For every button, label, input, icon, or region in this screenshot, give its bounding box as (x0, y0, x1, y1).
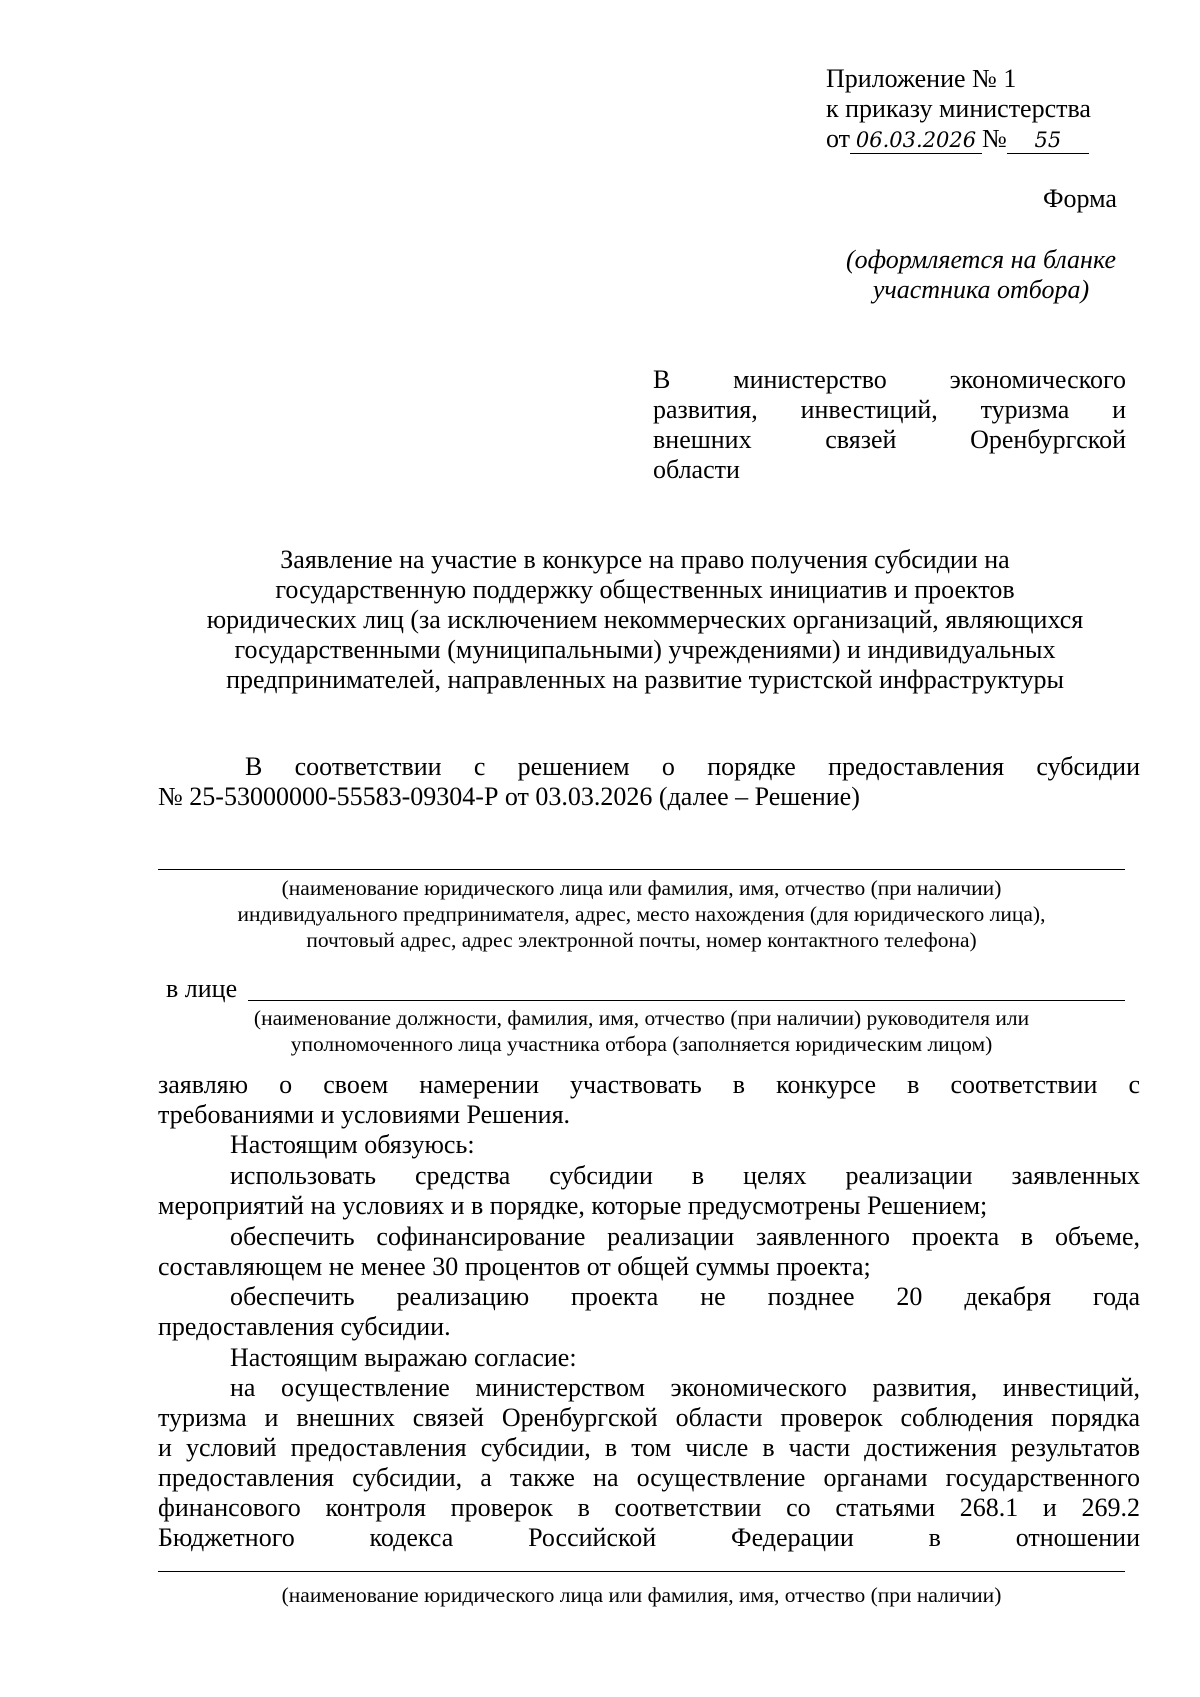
intent-line-1: заявляю о своем намерении участвовать в конкурсе в соответствии с (158, 1070, 1140, 1099)
consent-line-1: на осуществление министерством экономического развития, инвестиций, (230, 1373, 1140, 1402)
intro-line-2: № 25-53000000-55583-09304-Р от 03.03.2026 (далее – Решение) (158, 782, 860, 811)
applicant-name-field[interactable] (158, 869, 1125, 870)
bottom-hint: (наименование юридического лица или фамилия, имя, отчество (при наличии) (281, 1583, 1002, 1607)
obligation-3-line-2: предоставления субсидии. (158, 1312, 451, 1341)
obligation-2-line-1: обеспечить софинансирование реализации заявленного проекта в объеме, (230, 1222, 1140, 1251)
form-label: Форма (1043, 184, 1117, 213)
order-date-value: 06.03.2026 (855, 128, 977, 152)
number-prefix: № (982, 124, 1007, 153)
order-number-field (1007, 126, 1089, 154)
obligation-1-line-2: мероприятий на условиях и в порядке, которые предусмотрены Решением; (158, 1191, 988, 1220)
order-date-field (850, 126, 982, 154)
person-hint: (наименование должности, фамилия, имя, отчество (при наличии) руководителя или уполномоченного лица участника отбора (заполняется юридическим лицом) (253, 1006, 1030, 1056)
person-label: в лице (166, 974, 238, 1003)
addressee-last-line: области (653, 455, 740, 484)
consent-lines: туризма и внешних связей Оренбургской области проверок соблюдения порядка и условий предоставления субсидии, в том числе в части достижения результатов предоставления субсидии, а также на осуществление органами государственного финансового контроля проверок в соответствии со статьями 268.1 и 269.2 Бюджетного кодекса Российской Федерации в отношении (158, 1403, 1140, 1552)
addressee-block: В министерство экономического развития, инвестиций, туризма и внешних связей Оренбургской (653, 365, 1126, 454)
obligate-heading: Настоящим обязуюсь: (230, 1130, 475, 1159)
intent-line-2: требованиями и условиями Решения. (158, 1100, 571, 1129)
order-date-line (826, 124, 1089, 154)
obligation-1-line-1: использовать средства субсидии в целях реализации заявленных (230, 1161, 1140, 1190)
order-reference: к приказу министерства (826, 94, 1091, 123)
order-number-value: 55 (1034, 128, 1062, 152)
application-title: Заявление на участие в конкурсе на право получения субсидии на государственную поддержку общественных инициатив и проектов юридических лиц (за исключением некоммерческих организаций, являющихся государственными (муниципальными) учреждениями) и индивидуальных предпринимателей, направленных на развитие туристской инфраструктуры (206, 545, 1084, 694)
representative-field[interactable] (248, 1000, 1125, 1001)
blank-note: (оформляется на бланке участника отбора) (845, 245, 1117, 304)
appendix-number: Приложение № 1 (826, 64, 1017, 93)
subject-name-field[interactable] (158, 1571, 1125, 1572)
applicant-hint: (наименование юридического лица или фамилия, имя, отчество (при наличии) индивидуального предпринимателя, адрес, место нахождения (для юридического лица), почтовый адрес, адрес электронной почты, номер контактного телефона) (237, 876, 1046, 952)
date-prefix: от (826, 124, 851, 153)
consent-heading: Настоящим выражаю согласие: (230, 1343, 577, 1372)
intro-line-1: В соответствии с решением о порядке предоставления субсидии (245, 752, 1140, 781)
obligation-3-line-1: обеспечить реализацию проекта не позднее 20 декабря года (230, 1282, 1140, 1311)
obligation-2-line-2: составляющем не менее 30 процентов от общей суммы проекта; (158, 1252, 871, 1281)
